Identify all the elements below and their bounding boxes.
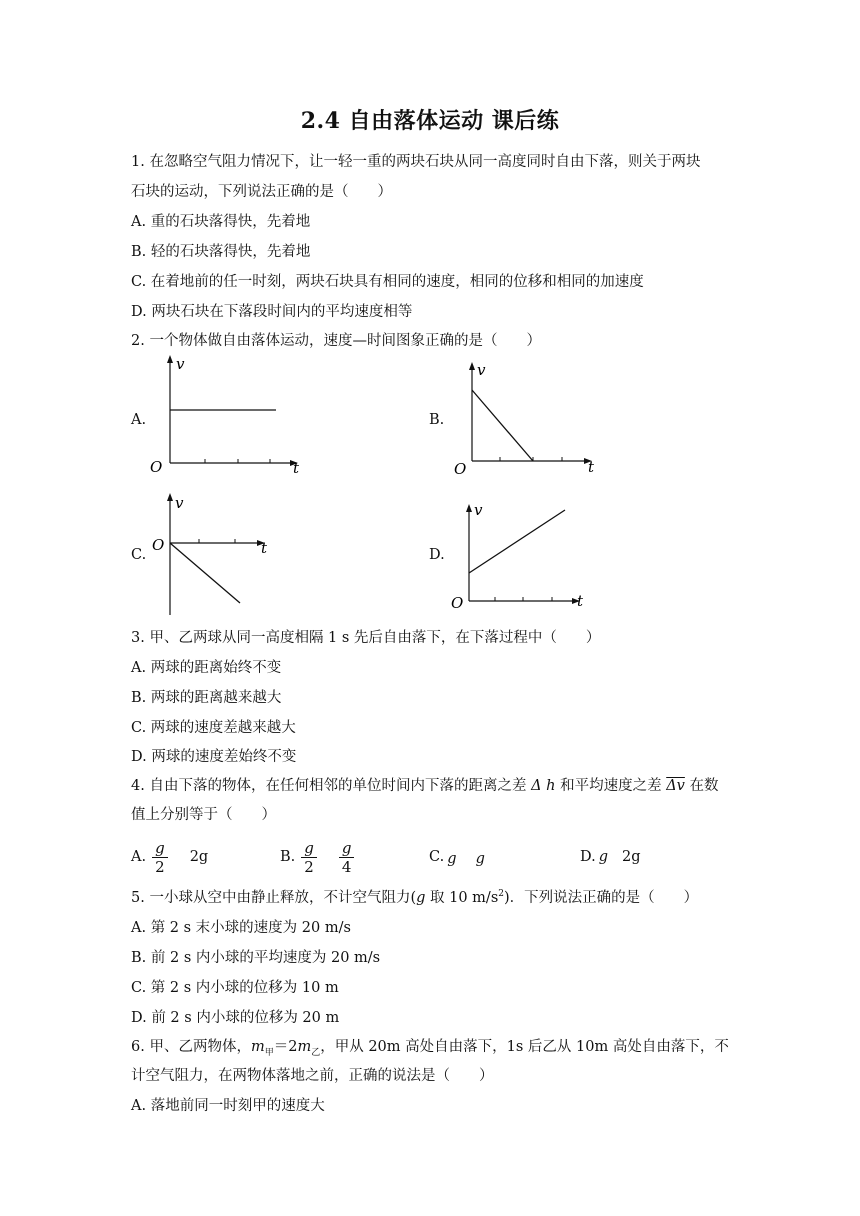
q1-option-b: B. 轻的石块落得快，先着地: [131, 244, 311, 260]
q4-option-a-fraction: [152, 839, 168, 876]
q4-option-c: [429, 832, 485, 882]
q5-stem-g: g: [416, 890, 426, 906]
q2-graph-d-v-label: v: [474, 501, 483, 519]
q3-option-a: A. 两球的距离始终不变: [131, 660, 282, 676]
q1-option-c: C. 在着地前的任一时刻，两块石块具有相同的速度，相同的位移和相同的加速度: [131, 274, 644, 290]
q4-option-d-label: D.: [580, 849, 596, 865]
q2-graph-b-origin: O: [454, 460, 467, 478]
q2-graph-c-line: [170, 543, 240, 603]
q4-stem-part2: 和平均速度之差: [560, 778, 662, 794]
q2-graph-a-v-label: v: [176, 355, 185, 373]
q4-option-a-numerator: g: [152, 839, 168, 858]
q3-stem: 3. 甲、乙两球从同一高度相隔 1 s 先后自由落下，在下落过程中（ ）: [131, 630, 601, 646]
q4-option-c-label: C.: [429, 849, 445, 865]
q3-option-c: C. 两球的速度差越来越大: [131, 720, 296, 736]
q4-stem-part3: 在数: [689, 778, 719, 794]
q4-option-c-text: g g: [447, 850, 485, 867]
q4-option-a: [131, 832, 208, 882]
q6-m2: m: [297, 1039, 312, 1055]
q2-graph-c-origin: O: [152, 536, 165, 554]
q6-stem-line2: 计空气阻力，在两物体落地之前，正确的说法是（ ）: [131, 1068, 494, 1084]
q4-option-d-text2: 2g: [622, 849, 641, 865]
q4-option-b: [280, 832, 360, 882]
q5-option-d: D. 前 2 s 内小球的位移为 20 m: [131, 1010, 340, 1026]
q5-option-a: A. 第 2 s 末小球的速度为 20 m/s: [131, 920, 351, 936]
q4-stem-part1: 4. 自由下落的物体，在任何相邻的单位时间内下落的距离之差: [131, 778, 527, 794]
q4-option-b-denominator2: 4: [341, 857, 352, 876]
q2-option-a-label: A.: [131, 412, 147, 428]
q2-graph-d-t-label: t: [577, 592, 584, 610]
q6-sub2: 乙: [311, 1047, 321, 1058]
q2-graph-d: [450, 500, 600, 612]
q2-graph-d-origin: O: [451, 594, 464, 612]
q6-stem-part1: 6. 甲、乙两物体，: [131, 1039, 251, 1055]
q4-option-d: [580, 832, 641, 882]
q5-option-b: B. 前 2 s 内小球的平均速度为 20 m/s: [131, 950, 381, 966]
q2-graph-b-line: [472, 390, 533, 461]
q2-stem: 2. 一个物体做自由落体运动，速度—时间图象正确的是（ ）: [131, 333, 541, 349]
q4-option-b-label: B.: [280, 849, 296, 865]
page-title: 2.4 自由落体运动 课后练: [300, 108, 560, 134]
q6-m1: m: [250, 1039, 265, 1055]
q1-option-d: D. 两块石块在下落段时间内的平均速度相等: [131, 304, 413, 320]
q1-option-a: A. 重的石块落得快，先着地: [131, 214, 311, 230]
q2-graph-a-t-label: t: [293, 459, 300, 475]
q2-graph-b-v-label: v: [477, 361, 486, 379]
q4-option-a-label: A.: [131, 849, 147, 865]
q4-stem-line1: [131, 774, 718, 795]
q4-option-b-numerator2: g: [339, 839, 355, 858]
q4-option-b-numerator1: g: [301, 839, 317, 858]
q1-stem-line2: 石块的运动，下列说法正确的是（ ）: [131, 184, 392, 200]
q5-stem-part2: 取 10 m/s: [425, 890, 499, 906]
q4-delta-h: Δ h: [531, 778, 556, 794]
q5-stem-part3: )．下列说法正确的是（ ）: [504, 890, 699, 906]
q4-delta-v: $\overline{\Delta v}$: [666, 778, 685, 794]
q2-graph-c-t-label: t: [261, 539, 268, 557]
q4-option-a-denominator: 2: [155, 857, 165, 876]
q2-graph-a: [148, 355, 318, 475]
q4-option-b-fraction2: [339, 839, 355, 876]
q6-sub1: 甲: [264, 1047, 274, 1058]
q1-stem-line1: 1. 在忽略空气阻力情况下，让一轻一重的两块石块从同一高度同时自由下落，则关于两块: [131, 154, 701, 170]
q5-stem-part1: 5. 一小球从空中由静止释放，不计空气阻力(: [131, 890, 417, 906]
q3-option-d: D. 两球的速度差始终不变: [131, 749, 297, 765]
q2-graph-a-origin: O: [150, 458, 163, 475]
q4-option-a-second: 2g: [189, 849, 209, 865]
q3-option-b: B. 两球的距离越来越大: [131, 690, 282, 706]
q2-graph-d-line: [469, 510, 565, 573]
q5-stem: [131, 886, 698, 907]
q4-option-d-text1: g: [598, 849, 609, 865]
q4-options: [131, 832, 751, 882]
q5-option-c: C. 第 2 s 内小球的位移为 10 m: [131, 980, 339, 996]
q2-graph-c: [148, 490, 288, 620]
q2-option-b-label: B.: [429, 412, 445, 428]
q2-graph-b: [450, 360, 610, 480]
q4-option-b-fraction1: [301, 839, 317, 876]
q6-stem-line1: [131, 1035, 729, 1058]
q4-stem-line2: 值上分别等于（ ）: [131, 807, 276, 823]
q2-graph-c-v-label: v: [175, 494, 184, 512]
q6-option-a: A. 落地前同一时刻甲的速度大: [131, 1098, 325, 1114]
q6-eq: ＝2: [273, 1039, 298, 1055]
q2-graph-b-t-label: t: [588, 458, 595, 476]
q4-option-b-denominator1: 2: [304, 857, 314, 876]
q6-stem-part2: ，甲从 20m 高处自由落下，1s 后乙从 10m 高处自由落下，不: [320, 1039, 729, 1055]
q2-option-d-label: D.: [429, 547, 445, 563]
q5-stem-sup: 2: [498, 889, 504, 900]
q2-option-c-label: C.: [131, 547, 147, 563]
